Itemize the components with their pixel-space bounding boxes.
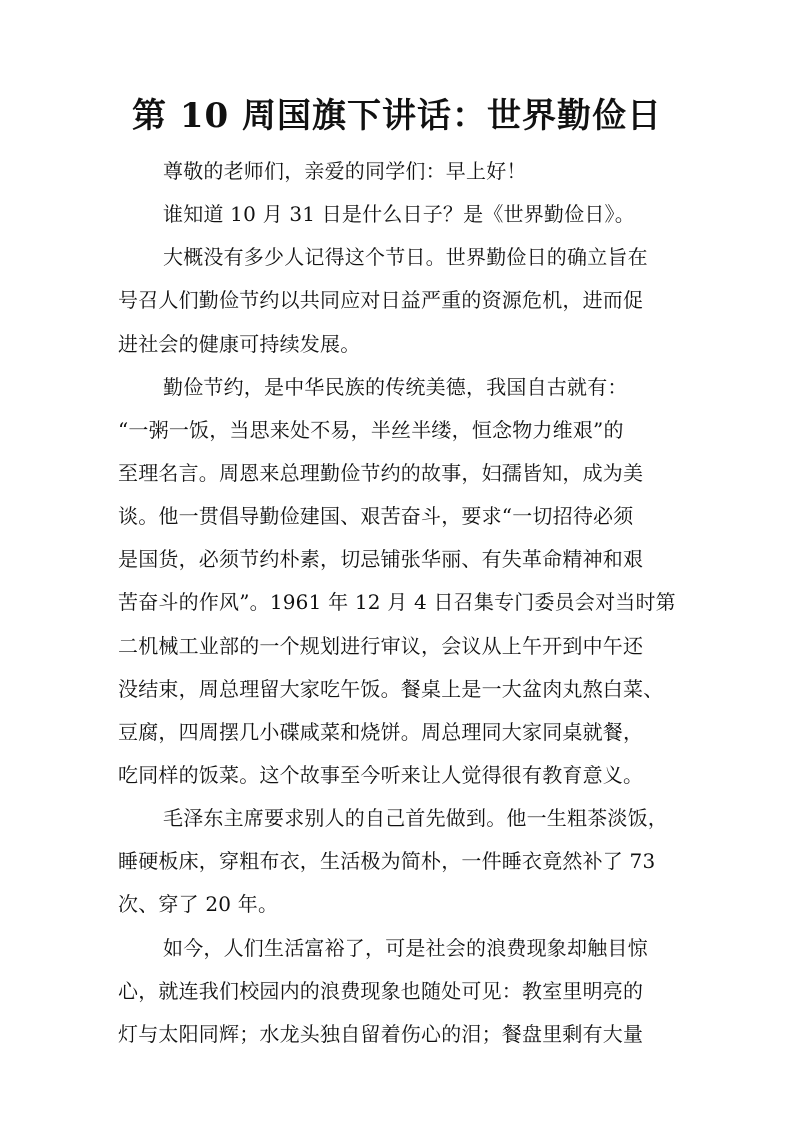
paragraph-line: 睡硬板床，穿粗布衣，生活极为简朴，一件睡衣竟然补了 73: [118, 849, 656, 874]
paragraph-line: 如今，人们生活富裕了，可是社会的浪费现象却触目惊: [163, 935, 648, 960]
paragraph-line: 没结束，周总理留大家吃午饭。餐桌上是一大盆肉丸熬白菜、: [118, 676, 664, 701]
paragraph-line: 豆腐，四周摆几小碟咸菜和烧饼。周总理同大家同桌就餐，: [118, 719, 644, 744]
paragraph-line: 至理名言。周恩来总理勤俭节约的故事，妇孺皆知，成为美: [118, 460, 644, 485]
paragraph-line: 心，就连我们校园内的浪费现象也随处可见：教室里明亮的: [118, 978, 644, 1003]
greeting-line: 尊敬的老师们，亲爱的同学们：早上好！: [163, 159, 527, 183]
paragraph-line: 次、穿了 20 年。: [118, 892, 279, 917]
paragraph-line: “一粥一饭，当思来处不易，半丝半缕，恒念物力维艰”的: [118, 417, 624, 442]
paragraph-line: 吃同样的饭菜。这个故事至今听来让人觉得很有教育意义。: [118, 762, 644, 787]
paragraph-line: 谈。他一贯倡导勤俭建国、艰苦奋斗，要求“一切招待必须: [118, 504, 634, 529]
paragraph-line: 进社会的健康可持续发展。: [118, 331, 361, 356]
paragraph-line: 毛泽东主席要求别人的自己首先做到。他一生粗茶淡饭，: [163, 806, 668, 831]
paragraph-line: 大概没有多少人记得这个节日。世界勤俭日的确立旨在: [163, 245, 648, 270]
paragraph-line: 谁知道 10 月 31 日是什么日子？是《世界勤俭日》。: [163, 202, 635, 227]
paragraph-line: 灯与太阳同辉；水龙头独自留着伤心的泪；餐盘里剩有大量: [118, 1021, 644, 1046]
paragraph-line: 是国货，必须节约朴素，切忌铺张华丽、有失革命精神和艰: [118, 547, 644, 572]
paragraph-line: 二机械工业部的一个规划进行审议，会议从上午开到中午还: [118, 633, 644, 658]
document-body: [118, 150, 678, 1056]
paragraph-line: 勤俭节约，是中华民族的传统美德，我国自古就有：: [163, 374, 628, 399]
paragraph-line: 号召人们勤俭节约以共同应对日益严重的资源危机，进而促: [118, 288, 644, 313]
document-title: 第 10 周国旗下讲话：世界勤俭日: [132, 96, 662, 136]
paragraph-line: 苦奋斗的作风”。1961 年 12 月 4 日召集专门委员会对当时第: [118, 590, 676, 615]
